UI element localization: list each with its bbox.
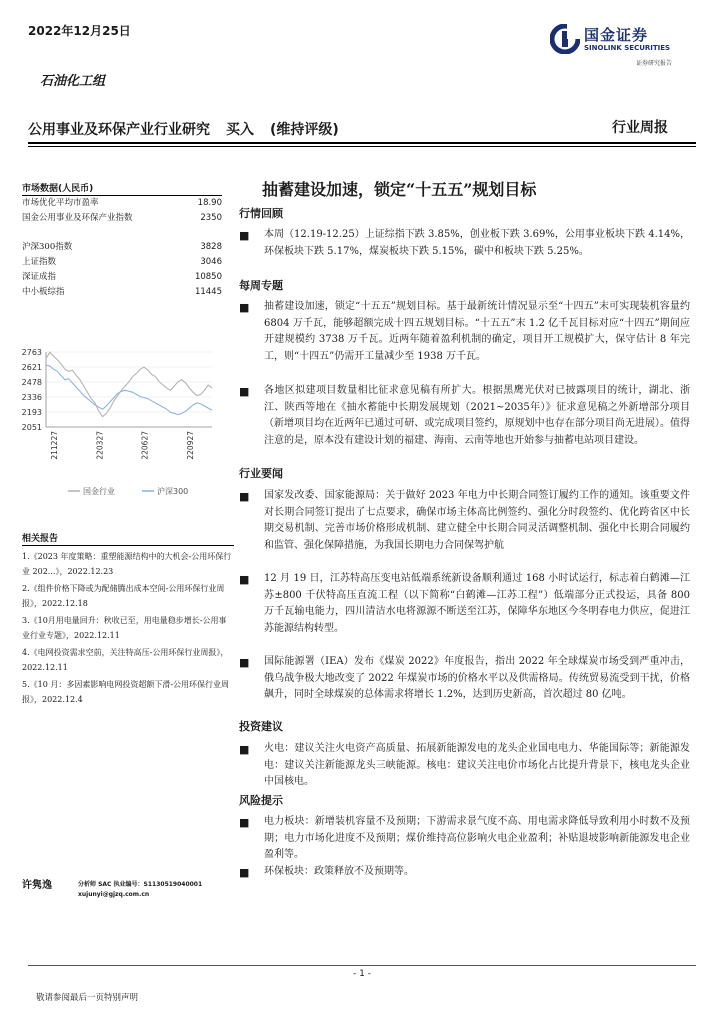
chart-ytick-label: 2621 bbox=[21, 363, 42, 372]
rating: 买入 bbox=[226, 122, 254, 138]
market-label: 上证指数 bbox=[22, 257, 57, 267]
related-reports-title: 相关报告 bbox=[22, 534, 59, 544]
bullet-square-icon: ■ bbox=[239, 816, 250, 829]
industry-rating-line bbox=[28, 119, 355, 139]
bullet-square-icon: ■ bbox=[239, 301, 250, 314]
news-paragraph-2: 12 月 19 日，江苏特高压变电站低端系统新设备顺利通过 168 小时试运行，标志着白鹤滩—江苏±800 千伏特高压直流工程（以下简称“白鹤滩—江苏工程”）低端部分正式投运，具备 800 万千瓦输电能力，四川清洁水电将源源不断送至江苏，保障华东地区今冬明春电力供应，促进江苏能源结构转型。 bbox=[264, 573, 690, 634]
related-report-date: 2022.12.23 bbox=[67, 567, 114, 576]
related-report-text: 3.《10月用电量回升：秋收已至，用电量稳步增长-公用事业行业专题》 bbox=[22, 616, 227, 640]
related-report-item[interactable]: 4.《电网投资需求空前，关注特高压-公用环保行业周报》，2022.12.11 bbox=[22, 648, 229, 672]
bullet-square-icon: ■ bbox=[239, 743, 250, 756]
section-title-news: 行业要闻 bbox=[239, 467, 283, 480]
chart-ytick-label: 2193 bbox=[21, 408, 42, 417]
topic-paragraph-1: 抽蓄建设加速，锁定“十五五”规划目标。基于最新统计情况显示至“十四五”末可实现装机容量约 6804 万千瓦，能够超额完成十四五规划目标。“十五五”末 1.2 亿千瓦目标对应“十四五”期间应开建规模约 3738 万千瓦。近两年随着盈利机制的确定，项目开工规模扩大，保守估计 8 年完工，则“十四五”仍需开工量减少至 1938 万千瓦。 bbox=[264, 301, 690, 362]
chart-ytick-label: 2336 bbox=[21, 393, 42, 402]
related-report-date: 2022.12.11 bbox=[74, 631, 120, 640]
risk-paragraph-2: 环保板块：政策释放不及预期等。 bbox=[264, 866, 414, 877]
market-value: 3046 bbox=[200, 257, 222, 267]
report-date: 2022年12月25日 bbox=[28, 24, 131, 38]
related-report-item[interactable]: 1.《2023 年度策略：重塑能源结构中的大机会-公用环保行业 202...》，2022.12.23 bbox=[22, 552, 232, 576]
related-report-item[interactable]: 2.《组件价格下降或为配储腾出成本空间-公用环保行业周报》，2022.12.18 bbox=[22, 584, 225, 608]
related-rule bbox=[22, 545, 234, 546]
topic-paragraph-2: 各地区拟建项目数量相比征求意见稿有所扩大。根据黑鹰光伏对已披露项目的统计，湖北、浙江、陕西等地在《抽水蓄能中长期发展规划（2021~2035年）》征求意见稿之外新增部分项目（新增项目均在近两年已通过可研、或完成项目签约，原规划中也存在部分项目尚无进展）。值得注意的是，原本没有建设计划的福建、海南、云南等地也开始参与抽蓄电站项目建设。 bbox=[264, 385, 690, 446]
related-report-date: 2022.12.18 bbox=[42, 599, 88, 608]
chart-legend-label: 国金行业 bbox=[83, 487, 115, 496]
market-row bbox=[22, 240, 222, 254]
analyst-id: 分析师 SAC 执业编号：S1130519040001 bbox=[78, 881, 203, 888]
author-name: 许隽逸 bbox=[22, 880, 52, 891]
market-label: 国金公用事业及环保产业指数 bbox=[22, 213, 133, 223]
market-row bbox=[22, 211, 222, 239]
chart-ytick-label: 2478 bbox=[21, 378, 42, 387]
company-logo bbox=[550, 22, 700, 70]
author-email[interactable]: xujunyi@gjzq.com.cn bbox=[78, 891, 150, 898]
section-title-review: 行情回顾 bbox=[239, 207, 283, 220]
chart-xtick-label: 220627 bbox=[140, 431, 150, 460]
market-label: 中小板综指 bbox=[22, 287, 65, 297]
header-rule-thin bbox=[28, 146, 696, 147]
logo-cn-text: 国金证券 bbox=[584, 26, 649, 44]
research-group: 石油化工组 bbox=[40, 74, 106, 89]
section-title-topic: 每周专题 bbox=[239, 279, 283, 292]
bullet-square-icon: ■ bbox=[239, 385, 250, 398]
related-report-text: 2.《组件价格下降或为配储腾出成本空间-公用环保行业周报》 bbox=[22, 584, 225, 608]
market-value: 10850 bbox=[194, 272, 222, 282]
related-report-date: 2022.12.4 bbox=[42, 695, 83, 704]
invest-paragraph: 火电：建议关注火电资产高质量、拓展新能源发电的龙头企业国电电力、华能国际等；新能源发电：建议关注新能源龙头三峡能源。核电：建议关注电价市场化占比提升背景下，核电龙头企业中国核电。 bbox=[264, 743, 690, 787]
market-label: 市场优化平均市盈率 bbox=[22, 198, 99, 208]
header-rule-thick bbox=[28, 142, 696, 144]
industry-name: 公用事业及环保产业行业研究 bbox=[28, 122, 210, 138]
bullet-square-icon: ■ bbox=[239, 573, 250, 586]
chart-ytick-label: 2051 bbox=[21, 423, 42, 432]
sinolink-logo-icon bbox=[550, 24, 580, 54]
market-label: 沪深300指数 bbox=[22, 242, 73, 252]
rating-note: (维持评级) bbox=[270, 122, 339, 138]
market-row bbox=[22, 196, 222, 210]
chart-xtick-label: 211227 bbox=[50, 431, 59, 460]
chart-series-line-0 bbox=[46, 352, 212, 416]
news-paragraph-1: 国家发改委、国家能源局：关于做好 2023 年电力中长期合同签订履约工作的通知。该重要文件对长期合同签订提出了七点要求，确保市场主体高比例签约、强化分时段签约、优化跨省区中长期交易机制、完善市场价格形成机制、建立健全中长期合同灵活调整机制、强化中长期合同履约和监管、强化保障措施，为我国长期电力合同保驾护航 bbox=[264, 490, 690, 551]
market-row bbox=[22, 255, 222, 269]
related-report-text: 1.《2023 年度策略：重塑能源结构中的大机会-公用环保行业 202...》 bbox=[22, 552, 232, 576]
news-paragraph-3: 国际能源署（IEA）发布《煤炭 2022》年度报告，指出 2022 年全球煤炭市场受到严重冲击，俄乌战争极大地改变了 2022 年煤炭市场的价格水平以及供需格局。传统贸易流受到干扰，价格飙升，同时全球煤炭的总体需求将增长 1.2%，达到历史新高，首次超过 80 亿吨。 bbox=[264, 656, 690, 700]
bullet-square-icon: ■ bbox=[239, 490, 250, 503]
report-title: 抽蓄建设加速，锁定“十五五”规划目标 bbox=[262, 180, 537, 199]
bullet-square-icon: ■ bbox=[239, 866, 250, 879]
market-value: 18.90 bbox=[197, 198, 222, 208]
market-row bbox=[22, 285, 222, 299]
related-report-text: 5.《10 月：多因素影响电网投资超额下滑-公用环保行业周报》 bbox=[22, 680, 230, 704]
chart-xtick-label: 220327 bbox=[95, 431, 105, 460]
market-label: 深证成指 bbox=[22, 272, 57, 282]
footer-rule bbox=[28, 965, 696, 966]
section-title-risk: 风险提示 bbox=[239, 794, 283, 807]
chart-ytick-label: 2763 bbox=[21, 348, 42, 357]
report-type: 行业周报 bbox=[612, 120, 668, 136]
related-report-text: 4.《电网投资需求空前，关注特高压-公用环保行业周报》 bbox=[22, 648, 221, 657]
logo-subtitle: 证券研究报告 bbox=[636, 60, 673, 67]
bullet-square-icon: ■ bbox=[239, 229, 250, 242]
bullet-square-icon: ■ bbox=[239, 656, 250, 669]
market-data-title: 市场数据(人民币) bbox=[22, 184, 94, 194]
logo-en-text: SINOLINK SECURITIES bbox=[584, 44, 671, 52]
section-title-invest: 投资建议 bbox=[239, 720, 283, 733]
chart-series-line-1 bbox=[46, 365, 212, 415]
market-value: 11445 bbox=[194, 287, 222, 297]
risk-paragraph-1: 电力板块：新增装机容量不及预期；下游需求景气度不高、用电需求降低导致利用小时数不及预期；电力市场化进度不及预期；煤价维持高位影响火电企业盈利；补贴退坡影响新能源发电企业盈利等。 bbox=[264, 816, 690, 860]
market-value: 3828 bbox=[200, 242, 222, 252]
market-value: 2350 bbox=[200, 213, 222, 223]
chart-xtick-label: 220927 bbox=[186, 431, 195, 460]
footer-disclaimer: 敬请参阅最后一页特别声明 bbox=[36, 993, 139, 1003]
related-report-item[interactable]: 3.《10月用电量回升：秋收已至，用电量稳步增长-公用事业行业专题》，2022.12.11 bbox=[22, 616, 227, 640]
performance-chart bbox=[14, 340, 222, 510]
related-report-item[interactable]: 5.《10 月：多因素影响电网投资超额下滑-公用环保行业周报》，2022.12.4 bbox=[22, 680, 230, 704]
related-report-date: 2022.12.11 bbox=[22, 663, 68, 672]
page-number: - 1 - bbox=[353, 969, 371, 979]
market-row bbox=[22, 270, 222, 284]
chart-legend-label: 沪深300 bbox=[157, 487, 189, 496]
review-paragraph: 本周（12.19-12.25）上证综指下跌 3.85%，创业板下跌 3.69%，公用事业板块下跌 4.14%，环保板块下跌 5.17%，煤炭板块下跌 5.15%，碳中和板块下跌 5.25%。 bbox=[264, 229, 690, 257]
